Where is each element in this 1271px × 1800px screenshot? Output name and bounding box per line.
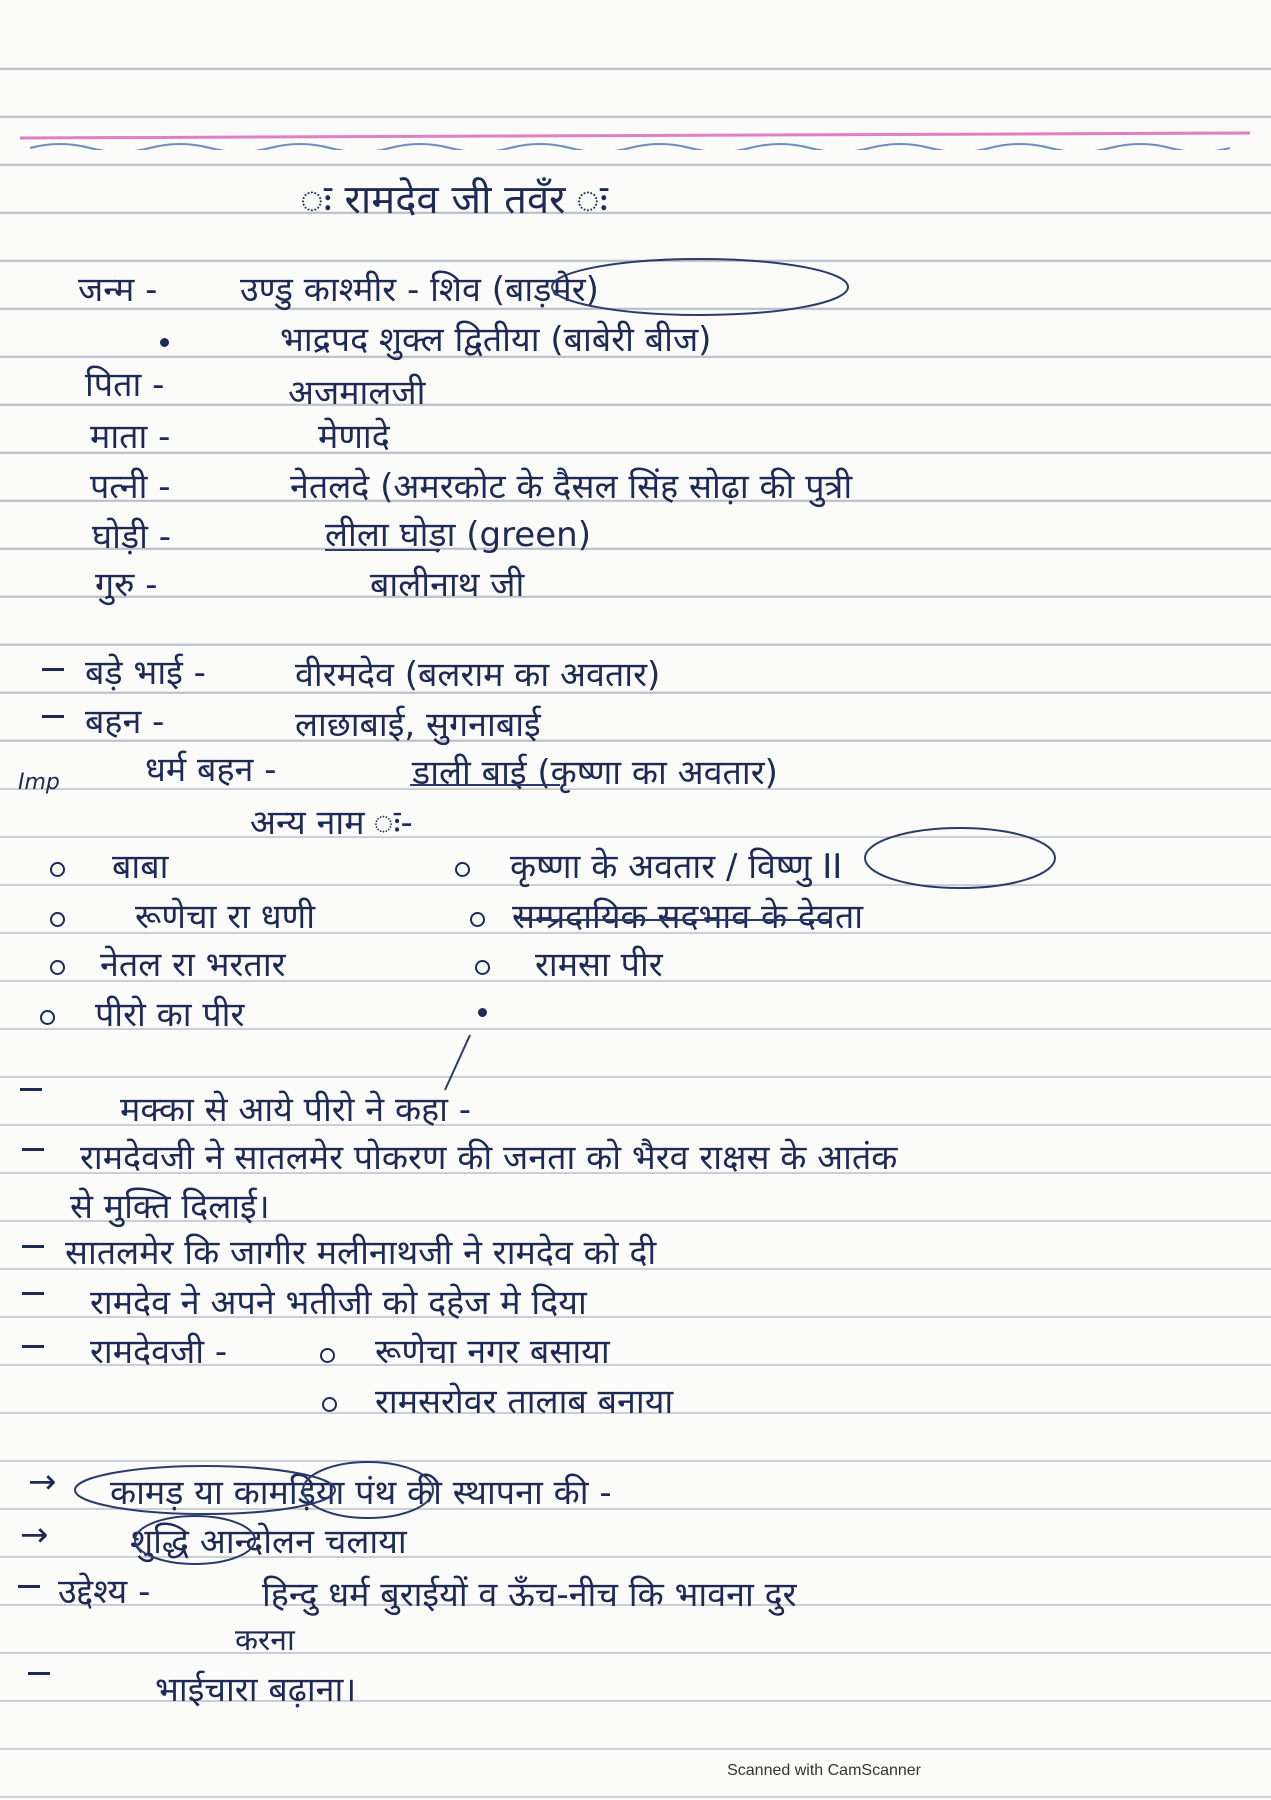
other-names-heading: अन्य नाम ः- — [250, 803, 413, 843]
profile-value-mata: मेणादे — [318, 417, 390, 457]
profile-label-ghodi: घोड़ी - — [92, 517, 171, 557]
profile-value-pita: अजमालजी — [288, 373, 426, 413]
profile-label-janm: जन्म - — [78, 270, 158, 310]
arrow-icon: → — [28, 1462, 57, 1502]
family-label-dharm-bahan: धर्म बहन - — [145, 750, 277, 790]
work-2: रामसरोवर तालाब बनाया — [375, 1382, 674, 1422]
family-value-bhai: वीरमदेव (बलराम का अवतार) — [295, 655, 661, 695]
fact-3: से मुक्ति दिलाई। — [70, 1187, 270, 1227]
profile-value-guru: बालीनाथ जी — [370, 565, 525, 605]
profile-value-janm: उण्डु काश्मीर - शिव (बाड़मेर) — [240, 270, 599, 310]
work-1: रूणेचा नगर बसाया — [375, 1332, 610, 1372]
other-name-left-3: नेतल रा भरतार — [100, 945, 286, 985]
family-value-dharm-bahan: डाली बाई (कृष्णा का अवतार) — [412, 753, 778, 793]
uddeshya-text: हिन्दु धर्म बुराईयों व ऊँच-नीच कि भावना दुर — [262, 1575, 797, 1615]
profile-value-ghodi: लीला घोड़ा (green) — [325, 515, 591, 555]
profile-label-patni: पत्नी - — [90, 467, 171, 507]
profile-value-tithi: भाद्रपद शुक्ल द्वितीया (बाबेरी बीज) — [280, 320, 712, 360]
scanner-watermark: Scanned with CamScanner — [727, 1762, 921, 1779]
other-name-left-4: पीरो का पीर — [95, 995, 245, 1035]
panth-text: कामड़ या कामड़िया पंथ की स्थापना की - — [110, 1473, 612, 1513]
profile-value-patni: नेतलदे (अमरकोट के दैसल सिंह सोढ़ा की पुत्री — [290, 467, 853, 507]
imp-mark: Imp — [18, 770, 60, 795]
works-label: रामदेवजी - — [90, 1332, 228, 1372]
fact-4: सातलमेर कि जागीर मलीनाथजी ने रामदेव को दी — [65, 1233, 657, 1273]
arrow-icon: → — [20, 1515, 49, 1555]
profile-label-pita: पिता - — [85, 365, 165, 405]
profile-label-mata: माता - — [90, 417, 171, 457]
profile-label-guru: गुरु - — [95, 565, 158, 605]
fact-5: रामदेव ने अपने भतीजी को दहेज मे दिया — [90, 1283, 587, 1323]
uddeshya-label: उद्देश्य - — [58, 1572, 151, 1612]
bhaichara-text: भाईचारा बढ़ाना। — [155, 1670, 357, 1710]
family-label-bahan: बहन - — [85, 702, 165, 742]
other-name-left-1: बाबा — [112, 847, 169, 887]
fact-2: रामदेवजी ने सातलमेर पोकरण की जनता को भैरव राक्षस के आतंक — [80, 1138, 898, 1178]
fact-1: मक्का से आये पीरो ने कहा - — [120, 1090, 472, 1130]
family-value-bahan: लाछाबाई, सुगनाबाई — [295, 705, 541, 745]
andolan-text: शुद्धि आन्दोलन चलाया — [130, 1522, 407, 1562]
other-name-right-2: सम्प्रदायिक सदभाव के देवता — [512, 897, 864, 937]
family-label-bhai: बड़े भाई - — [85, 653, 206, 693]
other-name-right-1: कृष्णा के अवतार / विष्णु II — [510, 847, 843, 887]
uddeshya-cont: करना — [235, 1623, 295, 1658]
other-name-right-3: रामसा पीर — [535, 945, 663, 985]
other-name-left-2: रूणेचा रा धणी — [135, 897, 316, 937]
page-title: ः रामदेव जी तवँर ः — [300, 177, 608, 223]
